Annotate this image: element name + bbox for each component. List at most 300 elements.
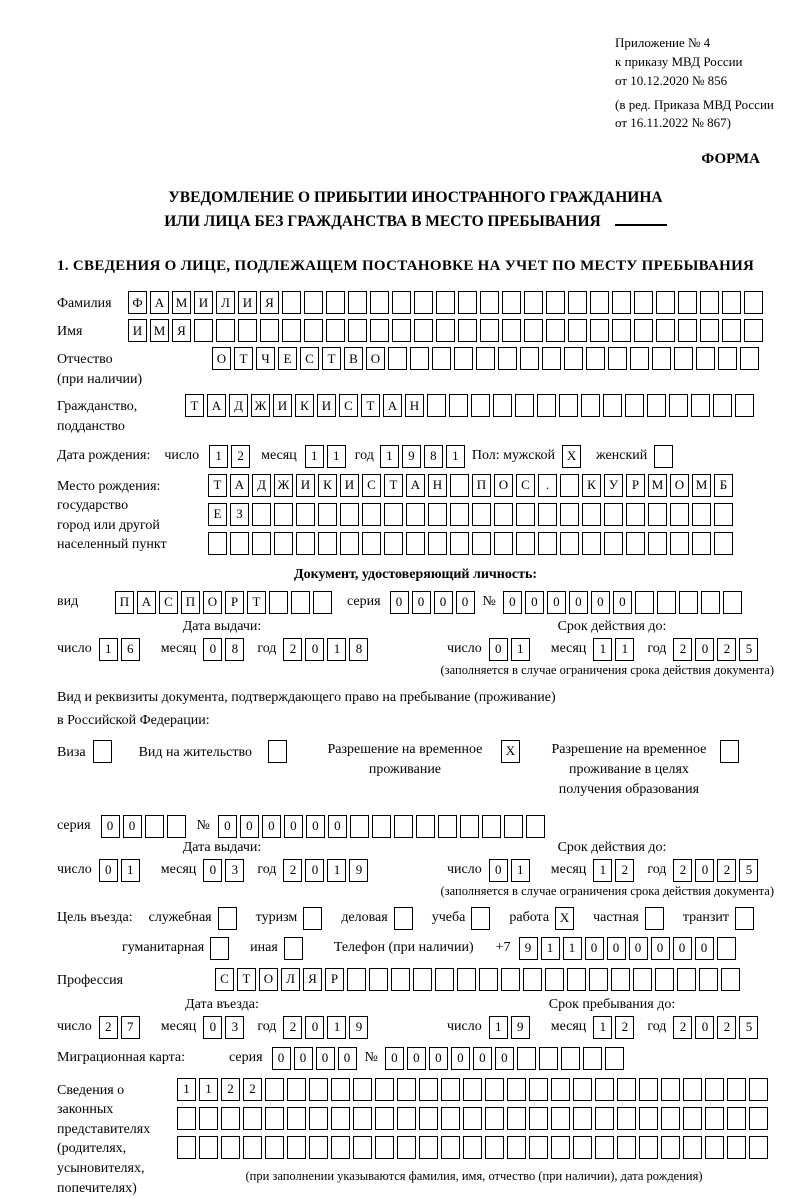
form-cell[interactable]: 9 [511, 1016, 530, 1039]
form-cell[interactable]: 8 [225, 638, 244, 661]
form-cell[interactable] [564, 347, 583, 370]
form-cell[interactable] [432, 347, 451, 370]
form-cell[interactable]: С [159, 591, 178, 614]
form-cell[interactable] [436, 291, 455, 314]
form-cell[interactable] [340, 503, 359, 526]
form-cell[interactable] [604, 532, 623, 555]
form-cell[interactable]: 1 [209, 445, 228, 468]
form-cell[interactable]: 2 [99, 1016, 118, 1039]
form-cell[interactable] [291, 591, 310, 614]
form-cell[interactable] [749, 1136, 768, 1159]
form-cell[interactable] [674, 347, 693, 370]
form-cell[interactable] [700, 319, 719, 342]
form-cell[interactable] [216, 319, 235, 342]
form-cell[interactable]: 0 [429, 1047, 448, 1070]
form-cell[interactable] [604, 503, 623, 526]
form-cell[interactable] [524, 319, 543, 342]
form-cell[interactable] [507, 1136, 526, 1159]
form-cell[interactable] [331, 1078, 350, 1101]
form-cell[interactable] [626, 503, 645, 526]
visa-checkbox[interactable] [93, 740, 112, 763]
form-cell[interactable] [450, 474, 469, 497]
form-cell[interactable] [392, 291, 411, 314]
form-cell[interactable] [696, 347, 715, 370]
form-cell[interactable] [749, 1078, 768, 1101]
form-cell[interactable] [384, 503, 403, 526]
form-cell[interactable]: 0 [328, 815, 347, 838]
form-cell[interactable]: 2 [673, 1016, 692, 1039]
form-cell[interactable]: 1 [380, 445, 399, 468]
form-cell[interactable] [718, 347, 737, 370]
form-cell[interactable] [647, 394, 666, 417]
form-cell[interactable] [683, 1078, 702, 1101]
form-cell[interactable] [326, 319, 345, 342]
form-cell[interactable] [551, 1078, 570, 1101]
form-cell[interactable]: Т [208, 474, 227, 497]
form-cell[interactable] [633, 968, 652, 991]
form-cell[interactable] [749, 1107, 768, 1130]
form-cell[interactable]: 0 [495, 1047, 514, 1070]
form-cell[interactable]: 1 [327, 1016, 346, 1039]
form-cell[interactable]: 0 [525, 591, 544, 614]
form-cell[interactable] [605, 1047, 624, 1070]
form-cell[interactable]: О [203, 591, 222, 614]
form-cell[interactable] [450, 532, 469, 555]
form-cell[interactable]: 0 [695, 859, 714, 882]
form-cell[interactable]: 0 [607, 937, 626, 960]
form-cell[interactable] [353, 1136, 372, 1159]
form-cell[interactable]: 0 [284, 815, 303, 838]
form-cell[interactable] [472, 532, 491, 555]
form-cell[interactable]: А [383, 394, 402, 417]
form-cell[interactable]: Я [260, 291, 279, 314]
form-cell[interactable] [520, 347, 539, 370]
form-cell[interactable] [348, 319, 367, 342]
form-cell[interactable]: 0 [203, 638, 222, 661]
form-cell[interactable] [582, 532, 601, 555]
form-cell[interactable]: 2 [615, 859, 634, 882]
form-cell[interactable] [362, 532, 381, 555]
form-cell[interactable] [482, 815, 501, 838]
form-cell[interactable]: 2 [243, 1078, 262, 1101]
form-cell[interactable] [441, 1078, 460, 1101]
form-cell[interactable]: 1 [593, 1016, 612, 1039]
form-cell[interactable]: 0 [451, 1047, 470, 1070]
form-cell[interactable] [657, 591, 676, 614]
form-cell[interactable]: Ф [128, 291, 147, 314]
form-cell[interactable]: Ж [251, 394, 270, 417]
form-cell[interactable] [265, 1107, 284, 1130]
form-cell[interactable]: И [194, 291, 213, 314]
form-cell[interactable] [427, 394, 446, 417]
form-cell[interactable] [573, 1136, 592, 1159]
form-cell[interactable]: М [648, 474, 667, 497]
form-cell[interactable] [177, 1136, 196, 1159]
form-cell[interactable]: 0 [651, 937, 670, 960]
form-cell[interactable]: С [215, 968, 234, 991]
form-cell[interactable]: О [670, 474, 689, 497]
form-cell[interactable] [560, 474, 579, 497]
form-cell[interactable]: Т [185, 394, 204, 417]
form-cell[interactable] [617, 1107, 636, 1130]
form-cell[interactable]: 9 [349, 1016, 368, 1039]
form-cell[interactable] [471, 394, 490, 417]
form-cell[interactable]: Д [229, 394, 248, 417]
form-cell[interactable] [397, 1136, 416, 1159]
purpose-other-checkbox[interactable] [284, 937, 303, 960]
form-cell[interactable]: Т [237, 968, 256, 991]
form-cell[interactable] [705, 1078, 724, 1101]
form-cell[interactable]: И [340, 474, 359, 497]
form-cell[interactable]: Т [247, 591, 266, 614]
form-cell[interactable] [350, 815, 369, 838]
form-cell[interactable] [626, 532, 645, 555]
form-cell[interactable]: 0 [305, 859, 324, 882]
form-cell[interactable]: 0 [305, 1016, 324, 1039]
form-cell[interactable] [740, 347, 759, 370]
form-cell[interactable] [501, 968, 520, 991]
form-cell[interactable] [282, 291, 301, 314]
form-cell[interactable] [561, 1047, 580, 1070]
form-cell[interactable] [304, 319, 323, 342]
form-cell[interactable] [655, 968, 674, 991]
form-cell[interactable]: Ч [256, 347, 275, 370]
form-cell[interactable]: Л [281, 968, 300, 991]
form-cell[interactable]: 2 [283, 859, 302, 882]
form-cell[interactable] [274, 503, 293, 526]
form-cell[interactable]: 3 [225, 1016, 244, 1039]
form-cell[interactable] [375, 1078, 394, 1101]
form-cell[interactable] [630, 347, 649, 370]
form-cell[interactable]: В [344, 347, 363, 370]
form-cell[interactable] [485, 1078, 504, 1101]
form-cell[interactable] [692, 532, 711, 555]
form-cell[interactable] [507, 1078, 526, 1101]
form-cell[interactable]: А [207, 394, 226, 417]
form-cell[interactable] [331, 1107, 350, 1130]
form-cell[interactable]: 0 [203, 1016, 222, 1039]
form-cell[interactable] [677, 968, 696, 991]
form-cell[interactable] [243, 1107, 262, 1130]
form-cell[interactable] [375, 1107, 394, 1130]
form-cell[interactable]: Т [384, 474, 403, 497]
purpose-business-checkbox[interactable] [394, 907, 413, 930]
form-cell[interactable] [479, 968, 498, 991]
form-cell[interactable]: Я [172, 319, 191, 342]
form-cell[interactable] [252, 503, 271, 526]
form-cell[interactable] [648, 532, 667, 555]
form-cell[interactable] [260, 319, 279, 342]
form-cell[interactable] [457, 968, 476, 991]
form-cell[interactable]: 3 [225, 859, 244, 882]
form-cell[interactable] [419, 1136, 438, 1159]
form-cell[interactable]: Д [252, 474, 271, 497]
form-cell[interactable] [526, 815, 545, 838]
form-cell[interactable]: 0 [456, 591, 475, 614]
form-cell[interactable] [589, 968, 608, 991]
form-cell[interactable] [595, 1078, 614, 1101]
form-cell[interactable] [318, 532, 337, 555]
form-cell[interactable]: . [538, 474, 557, 497]
form-cell[interactable] [362, 503, 381, 526]
form-cell[interactable] [639, 1078, 658, 1101]
form-cell[interactable]: 5 [739, 1016, 758, 1039]
form-cell[interactable]: П [181, 591, 200, 614]
form-cell[interactable] [450, 503, 469, 526]
form-cell[interactable]: 0 [240, 815, 259, 838]
form-cell[interactable]: 1 [199, 1078, 218, 1101]
form-cell[interactable] [208, 532, 227, 555]
form-cell[interactable] [529, 1136, 548, 1159]
form-cell[interactable] [370, 319, 389, 342]
form-cell[interactable] [428, 532, 447, 555]
form-cell[interactable] [679, 591, 698, 614]
form-cell[interactable] [595, 1136, 614, 1159]
form-cell[interactable]: Т [361, 394, 380, 417]
form-cell[interactable] [304, 291, 323, 314]
purpose-tourism-checkbox[interactable] [303, 907, 322, 930]
form-cell[interactable] [701, 591, 720, 614]
form-cell[interactable] [480, 319, 499, 342]
form-cell[interactable] [517, 1047, 536, 1070]
form-cell[interactable]: 5 [739, 638, 758, 661]
form-cell[interactable] [515, 394, 534, 417]
form-cell[interactable] [441, 1136, 460, 1159]
form-cell[interactable] [573, 1078, 592, 1101]
form-cell[interactable] [699, 968, 718, 991]
form-cell[interactable] [485, 1136, 504, 1159]
form-cell[interactable] [449, 394, 468, 417]
form-cell[interactable]: 2 [615, 1016, 634, 1039]
purpose-study-checkbox[interactable] [471, 907, 490, 930]
purpose-transit-checkbox[interactable] [735, 907, 754, 930]
form-cell[interactable]: 1 [489, 1016, 508, 1039]
form-cell[interactable] [472, 503, 491, 526]
form-cell[interactable] [326, 291, 345, 314]
form-cell[interactable]: 7 [121, 1016, 140, 1039]
form-cell[interactable]: 2 [717, 1016, 736, 1039]
form-cell[interactable] [463, 1107, 482, 1130]
form-cell[interactable]: 8 [424, 445, 443, 468]
form-cell[interactable] [735, 394, 754, 417]
form-cell[interactable] [406, 532, 425, 555]
form-cell[interactable]: 0 [695, 1016, 714, 1039]
form-cell[interactable] [494, 532, 513, 555]
form-cell[interactable] [318, 503, 337, 526]
form-cell[interactable]: 0 [569, 591, 588, 614]
form-cell[interactable] [723, 591, 742, 614]
form-cell[interactable]: А [150, 291, 169, 314]
form-cell[interactable] [603, 394, 622, 417]
form-cell[interactable]: 0 [547, 591, 566, 614]
form-cell[interactable]: 1 [121, 859, 140, 882]
form-cell[interactable]: 0 [305, 638, 324, 661]
form-cell[interactable] [177, 1107, 196, 1130]
form-cell[interactable] [416, 815, 435, 838]
form-cell[interactable] [493, 394, 512, 417]
form-cell[interactable]: 0 [123, 815, 142, 838]
form-cell[interactable] [498, 347, 517, 370]
form-cell[interactable] [625, 394, 644, 417]
form-cell[interactable]: У [604, 474, 623, 497]
form-cell[interactable] [199, 1107, 218, 1130]
form-cell[interactable] [542, 347, 561, 370]
form-cell[interactable] [661, 1107, 680, 1130]
form-cell[interactable] [612, 319, 631, 342]
form-cell[interactable]: 0 [385, 1047, 404, 1070]
form-cell[interactable]: 0 [294, 1047, 313, 1070]
form-cell[interactable] [523, 968, 542, 991]
form-cell[interactable]: 1 [327, 445, 346, 468]
form-cell[interactable] [485, 1107, 504, 1130]
form-cell[interactable]: А [230, 474, 249, 497]
form-cell[interactable]: М [692, 474, 711, 497]
form-cell[interactable] [560, 532, 579, 555]
form-cell[interactable] [331, 1136, 350, 1159]
form-cell[interactable]: Р [325, 968, 344, 991]
form-cell[interactable]: 1 [305, 445, 324, 468]
form-cell[interactable] [538, 503, 557, 526]
form-cell[interactable] [269, 591, 288, 614]
form-cell[interactable]: 0 [591, 591, 610, 614]
form-cell[interactable] [617, 1078, 636, 1101]
form-cell[interactable] [581, 394, 600, 417]
form-cell[interactable] [586, 347, 605, 370]
form-cell[interactable] [612, 291, 631, 314]
form-cell[interactable]: 9 [402, 445, 421, 468]
form-cell[interactable]: К [295, 394, 314, 417]
form-cell[interactable]: 0 [99, 859, 118, 882]
form-cell[interactable]: 1 [593, 638, 612, 661]
form-cell[interactable] [397, 1078, 416, 1101]
form-cell[interactable]: Ж [274, 474, 293, 497]
form-cell[interactable] [744, 291, 763, 314]
form-cell[interactable]: 5 [739, 859, 758, 882]
form-cell[interactable]: 0 [673, 937, 692, 960]
form-cell[interactable] [419, 1107, 438, 1130]
form-cell[interactable]: 9 [349, 859, 368, 882]
form-cell[interactable]: М [172, 291, 191, 314]
form-cell[interactable] [274, 532, 293, 555]
form-cell[interactable]: 1 [446, 445, 465, 468]
form-cell[interactable]: 1 [327, 859, 346, 882]
form-cell[interactable]: Л [216, 291, 235, 314]
gender-male-checkbox[interactable]: X [562, 445, 581, 468]
form-cell[interactable] [727, 1107, 746, 1130]
form-cell[interactable]: 0 [503, 591, 522, 614]
form-cell[interactable]: А [406, 474, 425, 497]
form-cell[interactable] [537, 394, 556, 417]
form-cell[interactable]: 0 [489, 638, 508, 661]
form-cell[interactable] [353, 1107, 372, 1130]
form-cell[interactable]: С [516, 474, 535, 497]
form-cell[interactable]: 2 [717, 638, 736, 661]
form-cell[interactable] [441, 1107, 460, 1130]
form-cell[interactable] [546, 319, 565, 342]
form-cell[interactable] [661, 1078, 680, 1101]
form-cell[interactable]: А [137, 591, 156, 614]
form-cell[interactable] [551, 1107, 570, 1130]
form-cell[interactable] [392, 319, 411, 342]
form-cell[interactable] [744, 319, 763, 342]
form-cell[interactable]: Я [303, 968, 322, 991]
form-cell[interactable]: 2 [673, 638, 692, 661]
purpose-official-checkbox[interactable] [218, 907, 237, 930]
form-cell[interactable]: 2 [283, 1016, 302, 1039]
form-cell[interactable] [221, 1107, 240, 1130]
form-cell[interactable]: О [494, 474, 513, 497]
form-cell[interactable]: 0 [613, 591, 632, 614]
form-cell[interactable] [370, 291, 389, 314]
purpose-humanitarian-checkbox[interactable] [210, 937, 229, 960]
form-cell[interactable] [348, 291, 367, 314]
form-cell[interactable] [221, 1136, 240, 1159]
form-cell[interactable]: И [296, 474, 315, 497]
form-cell[interactable]: 1 [615, 638, 634, 661]
form-cell[interactable] [375, 1136, 394, 1159]
form-cell[interactable] [296, 532, 315, 555]
form-cell[interactable] [538, 532, 557, 555]
form-cell[interactable] [476, 347, 495, 370]
form-cell[interactable] [414, 319, 433, 342]
form-cell[interactable] [507, 1107, 526, 1130]
form-cell[interactable] [670, 503, 689, 526]
form-cell[interactable] [347, 968, 366, 991]
temp-residence-checkbox[interactable]: X [501, 740, 520, 763]
form-cell[interactable] [661, 1136, 680, 1159]
form-cell[interactable]: 0 [629, 937, 648, 960]
form-cell[interactable]: Т [234, 347, 253, 370]
form-cell[interactable] [656, 291, 675, 314]
form-cell[interactable] [454, 347, 473, 370]
form-cell[interactable]: 0 [695, 937, 714, 960]
form-cell[interactable] [463, 1136, 482, 1159]
form-cell[interactable] [480, 291, 499, 314]
form-cell[interactable]: З [230, 503, 249, 526]
form-cell[interactable] [590, 319, 609, 342]
form-cell[interactable] [309, 1078, 328, 1101]
form-cell[interactable] [551, 1136, 570, 1159]
form-cell[interactable] [669, 394, 688, 417]
form-cell[interactable]: О [259, 968, 278, 991]
form-cell[interactable]: Р [225, 591, 244, 614]
form-cell[interactable] [639, 1136, 658, 1159]
form-cell[interactable] [648, 503, 667, 526]
form-cell[interactable] [252, 532, 271, 555]
form-cell[interactable] [516, 532, 535, 555]
form-cell[interactable] [635, 591, 654, 614]
form-cell[interactable]: 2 [673, 859, 692, 882]
form-cell[interactable]: 0 [407, 1047, 426, 1070]
form-cell[interactable] [340, 532, 359, 555]
form-cell[interactable]: 0 [203, 859, 222, 882]
form-cell[interactable] [436, 319, 455, 342]
gender-female-checkbox[interactable] [654, 445, 673, 468]
form-cell[interactable]: 1 [511, 638, 530, 661]
form-cell[interactable] [388, 347, 407, 370]
form-cell[interactable] [582, 503, 601, 526]
form-cell[interactable] [583, 1047, 602, 1070]
form-cell[interactable] [524, 291, 543, 314]
form-cell[interactable] [721, 968, 740, 991]
form-cell[interactable]: Е [208, 503, 227, 526]
form-cell[interactable] [634, 291, 653, 314]
form-cell[interactable]: 2 [231, 445, 250, 468]
form-cell[interactable] [714, 532, 733, 555]
form-cell[interactable]: О [212, 347, 231, 370]
form-cell[interactable] [611, 968, 630, 991]
form-cell[interactable] [296, 503, 315, 526]
